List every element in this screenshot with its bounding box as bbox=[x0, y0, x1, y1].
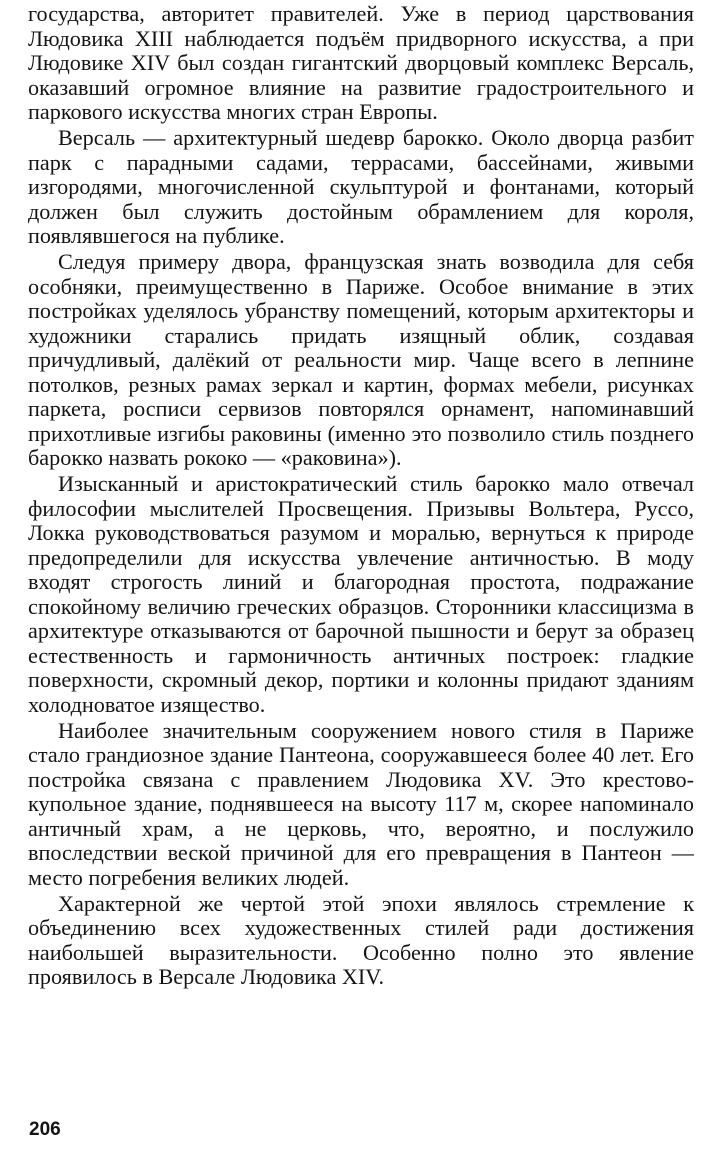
paragraph-continuation: государства, авторитет правителей. Уже в период царствования Людовика XIII наблюдается подъём придворного искусства, а при Людовике XIV был создан гигантский дворцовый комплекс Версаль, оказавший огромное влияние на развитие градостроительного и паркового искусства многих стран Европы. bbox=[28, 1, 694, 124]
page-number: 206 bbox=[29, 1119, 61, 1140]
paragraph-pantheon: Наиболее значительным сооружением нового стиля в Париже стало грандиозное здание Пантеона, сооружавшееся более 40 лет. Его постройка связана с правлением Людовика XV. Это крестово-купольное здание, поднявшееся на высоту 117 м, скорее напоминало античный храм, а не церковь, что, вероятно, и послужило впоследствии веской причиной для его превращения в Пантеон — место погребения великих людей. bbox=[28, 717, 694, 890]
paragraph-synthesis: Характерной же чертой этой эпохи являлось стремление к объединению всех художественных стилей ради достижения наибольшей выразительности. Особенно полно это явление проявилось в Версале Людовика XIV. bbox=[28, 890, 694, 989]
page-text bbox=[28, 2, 694, 991]
paragraph-rococo: Следуя примеру двора, французская знать возводила для себя особняки, преимущественно в Париже. Особое внимание в этих постройках уделялось убранству помещений, которым архитекторы и художники старались придать изящный облик, создавая причудливый, далёкий от реальности мир. Чаще всего в лепнине потолков, резных рамах зеркал и картин, формах мебели, рисунках паркета, росписи сервизов повторялся орнамент, напоминавший прихотливые изгибы раковины (именно это позволило стиль позднего барокко назвать рококо — «раковина»). bbox=[28, 249, 694, 470]
paragraph-versailles: Версаль — архитектурный шедевр барокко. Около дворца разбит парк с парадными садами, террасами, бассейнами, живыми изгородями, многочисленной скульптурой и фонтанами, который должен был служить достойным обрамлением для короля, появлявшегося на публике. bbox=[28, 125, 694, 248]
paragraph-classicism: Изысканный и аристократический стиль барокко мало отвечал философии мыслителей Просвещения. Призывы Вольтера, Руссо, Локка руководствоваться разумом и моралью, вернуться к природе предопределили для искусства увлечение античностью. В моду входят строгость линий и благородная простота, подражание спокойному величию греческих образцов. Сторонники классицизма в архитектуре отказываются от барочной пышности и берут за образец естественность и гармоничность античных построек: гладкие поверхности, скромный декор, портики и колонны придают зданиям холодноватое изящество. bbox=[28, 471, 694, 717]
